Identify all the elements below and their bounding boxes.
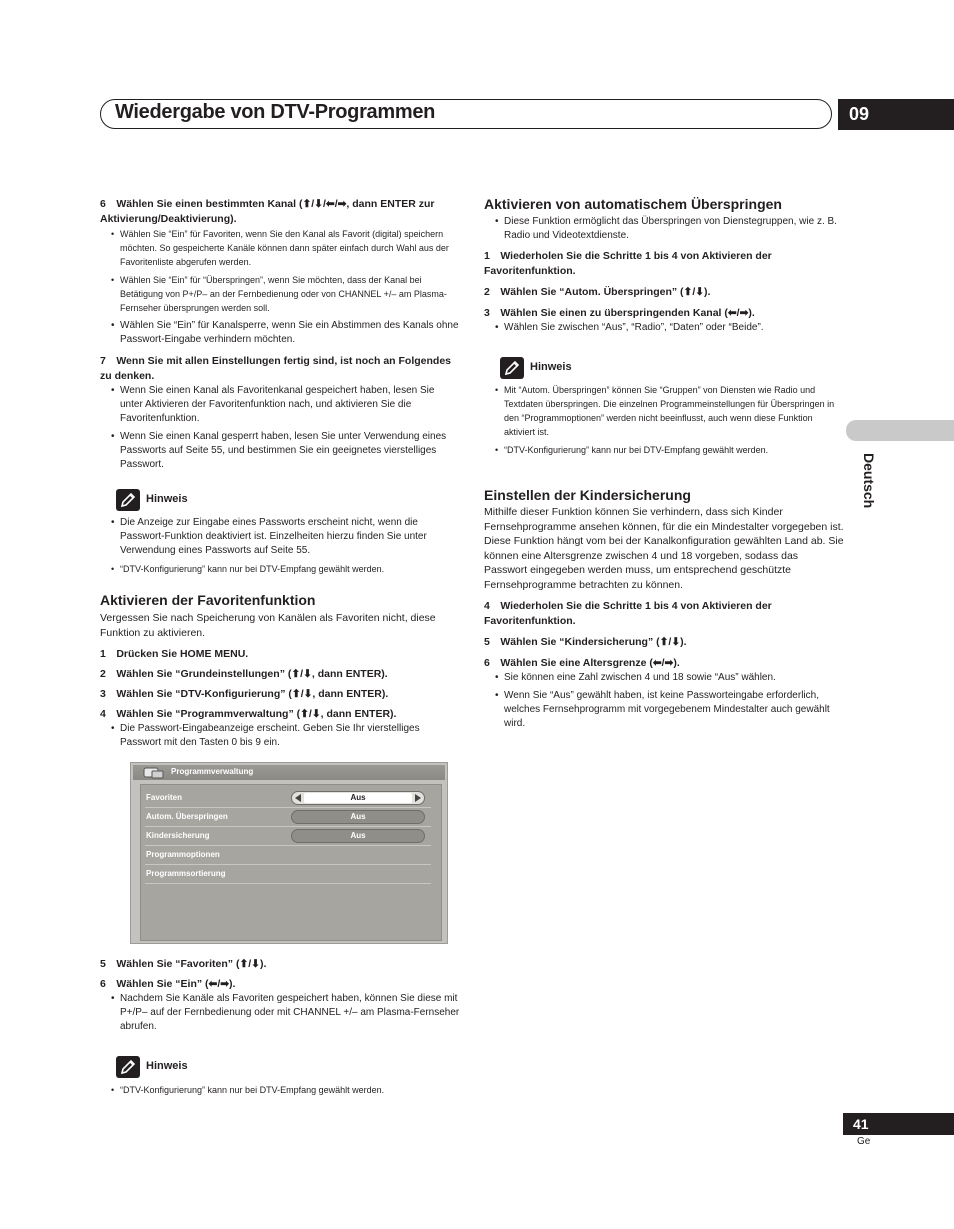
list-item: • Wählen Sie “Ein” für “Überspringen”, wenn Sie möchten, dass der Kanal bei Betätigung von P+/P– an der Fernbedienung oder von CHANNEL +/– am Plasma-Fernseher übersprungen werden soll. (111, 275, 447, 313)
step-5: 5 Wählen Sie “Kindersicherung” (⬆/⬇). (484, 636, 687, 648)
list-item: • Mit “Autom. Überspringen” können Sie “Gruppen” von Diensten wie Radio und Textdaten überspringen. Die einzelnen Programmeinstellungen für Überspringen in den “Programmoptionen” werden nicht beeinflusst, auch wenn diese Funktion aktiviert ist. (495, 385, 835, 437)
osd-row-autom-ueberspringen[interactable]: Autom. Überspringen Aus (145, 808, 431, 827)
list-item: • Die Passwort-Eingabeanzeige erscheint. Geben Sie Ihr vierstelliges Passwort mit den Tasten 0 bis 9 ein. (111, 723, 420, 748)
step-6: 6 Wählen Sie eine Altersgrenze (⬅/➡). (484, 657, 680, 669)
list-item: • Nachdem Sie Kanäle als Favoriten gespeichert haben, können Sie diese mit P+/P– auf der Fernbedienung oder mit CHANNEL +/– am Plasma-Fernseher abrufen. (111, 993, 460, 1032)
hinweis-label: Hinweis (146, 493, 188, 505)
list-item: • “DTV-Konfigurierung” kann nur bei DTV-Empfang gewählt werden. (111, 1085, 385, 1095)
step-1: 1 Drücken Sie HOME MENU. (100, 648, 249, 660)
hinweis-label: Hinweis (530, 361, 572, 373)
osd-title: Programmverwaltung (171, 767, 254, 776)
favoriten-section (100, 592, 460, 750)
favoriten-steps-cont (100, 957, 460, 1034)
autom-ueberspringen-value[interactable]: Aus (291, 810, 425, 824)
osd-menu-screen (130, 762, 448, 944)
list-item: • Die Anzeige zur Eingabe eines Passworts erscheint nicht, wenn die Passwort-Funktion deaktiviert ist. Einzelheiten hierzu finden Sie unter Verwendung eines Passworts auf Seite 55. (111, 517, 427, 556)
section-heading: Aktivieren der Favoritenfunktion (100, 592, 316, 608)
list-item: • Wenn Sie einen Kanal gesperrt haben, lesen Sie unter Verwendung eines Passworts auf Seite 55, und bestimmen Sie ein geeignetes vierstelliges Passwort. (111, 431, 447, 470)
osd-row-favoriten[interactable]: Favoriten Aus (145, 789, 431, 808)
language-label-box (843, 447, 883, 527)
step-2: 2 Wählen Sie “Grundeinstellungen” (⬆/⬇, dann ENTER). (100, 668, 388, 680)
page-title: Wiedergabe von DTV-Programmen (115, 101, 436, 123)
right-column (484, 196, 844, 335)
list-item: • Wenn Sie “Aus” gewählt haben, ist keine Passworteingabe erforderlich, welches Fernsehprogramm mit vorgegebenem Mindestalter auch gewählt wird. (495, 690, 830, 729)
step-6: 6 Wählen Sie “Ein” (⬅/➡). (100, 978, 236, 990)
hinweis-label: Hinweis (146, 1060, 188, 1072)
menu-icon (143, 766, 165, 779)
step-4: 4 Wiederholen Sie die Schritte 1 bis 4 von Aktivieren der Favoritenfunktion. (484, 600, 772, 627)
section-heading: Einstellen der Kindersicherung (484, 487, 691, 503)
language-tab (846, 420, 954, 441)
list-item: • Sie können eine Zahl zwischen 4 und 18 sowie “Aus” wählen. (495, 672, 776, 683)
step-7: 7 Wenn Sie mit allen Einstellungen fertig sind, ist noch an Folgendes zu denken. (100, 355, 452, 382)
osd-row-programmoptionen[interactable]: Programmoptionen (145, 846, 431, 865)
kindersicherung-section (484, 487, 844, 731)
pencil-icon (116, 1056, 140, 1078)
list-item: • Diese Funktion ermöglicht das Überspringen von Dienstegruppen, wie z. B. Radio und Videotextdienste. (495, 216, 837, 241)
osd-row-programmsortierung[interactable]: Programmsortierung (145, 865, 431, 884)
kindersicherung-value[interactable]: Aus (291, 829, 425, 843)
list-item: • “DTV-Konfigurierung” kann nur bei DTV-Empfang gewählt werden. (495, 445, 769, 455)
step-3: 3 Wählen Sie einen zu überspringenden Kanal (⬅/➡). (484, 307, 755, 319)
paragraph: Mithilfe dieser Funktion können Sie verhindern, dass sich Kinder Fernsehprogramme ansehen können, für die ein Mindestalter vorgegeben ist. Diese Funktion hängt vom bei der Kanalkonfiguration gewählten Land ab. Sie können eine Altersgrenze zwischen 4 und 18 vorgeben, sodass das Passwort eingegeben werden muss, um entsprechend geschützte Fernsehprogramme betrachten zu können. (484, 506, 844, 591)
favoriten-selector[interactable]: Aus (291, 791, 425, 805)
step-4: 4 Wählen Sie “Programmverwaltung” (⬆/⬇, dann ENTER). (100, 708, 397, 720)
pencil-icon (116, 489, 140, 511)
left-column (100, 197, 460, 472)
list-item: • Wählen Sie “Ein” für Favoriten, wenn Sie den Kanal als Favorit (digital) speichern möchten. So gespeicherte Kanäle können dann später einfach durch Wahl aus der Favoritenliste abgerufen werden. (111, 229, 449, 267)
paragraph: Vergessen Sie nach Speicherung von Kanälen als Favoriten nicht, diese Funktion zu aktivieren. (100, 612, 436, 639)
hinweis-list-1 (100, 516, 460, 576)
page-number: 41 (843, 1113, 954, 1135)
language-label: Deutsch (861, 453, 877, 509)
hinweis-list-3 (484, 383, 844, 457)
list-item: • Wählen Sie zwischen “Aus”, “Radio”, “Daten” oder “Beide”. (495, 322, 764, 333)
language-code: Ge (857, 1136, 871, 1147)
hinweis-list-2 (100, 1083, 460, 1097)
chapter-number: 09 (838, 99, 954, 130)
list-item: • “DTV-Konfigurierung” kann nur bei DTV-Empfang gewählt werden. (111, 564, 385, 574)
section-heading: Aktivieren von automatischem Überspringen (484, 196, 782, 212)
osd-title-bar (133, 765, 445, 780)
step-3: 3 Wählen Sie “DTV-Konfigurierung” (⬆/⬇, dann ENTER). (100, 688, 389, 700)
step-5: 5 Wählen Sie “Favoriten” (⬆/⬇). (100, 958, 267, 970)
step-2: 2 Wählen Sie “Autom. Überspringen” (⬆/⬇). (484, 286, 711, 298)
pencil-icon (500, 357, 524, 379)
step-6: 6 Wählen Sie einen bestimmten Kanal (⬆/⬇/⬅/➡, dann ENTER zur Aktivierung/Deaktivierung). (100, 198, 435, 225)
step-1: 1 Wiederholen Sie die Schritte 1 bis 4 von Aktivieren der Favoritenfunktion. (484, 250, 772, 277)
osd-panel (140, 784, 442, 941)
list-item: • Wählen Sie “Ein” für Kanalsperre, wenn Sie ein Abstimmen des Kanals ohne Passwort-Eingabe verhindern möchten. (111, 320, 459, 345)
list-item: • Wenn Sie einen Kanal als Favoritenkanal gespeichert haben, lesen Sie unter Aktivieren der Favoritenfunktion nach, und aktivieren Sie die Favoritenfunktion. (111, 385, 435, 424)
osd-row-kindersicherung[interactable]: Kindersicherung Aus (145, 827, 431, 846)
